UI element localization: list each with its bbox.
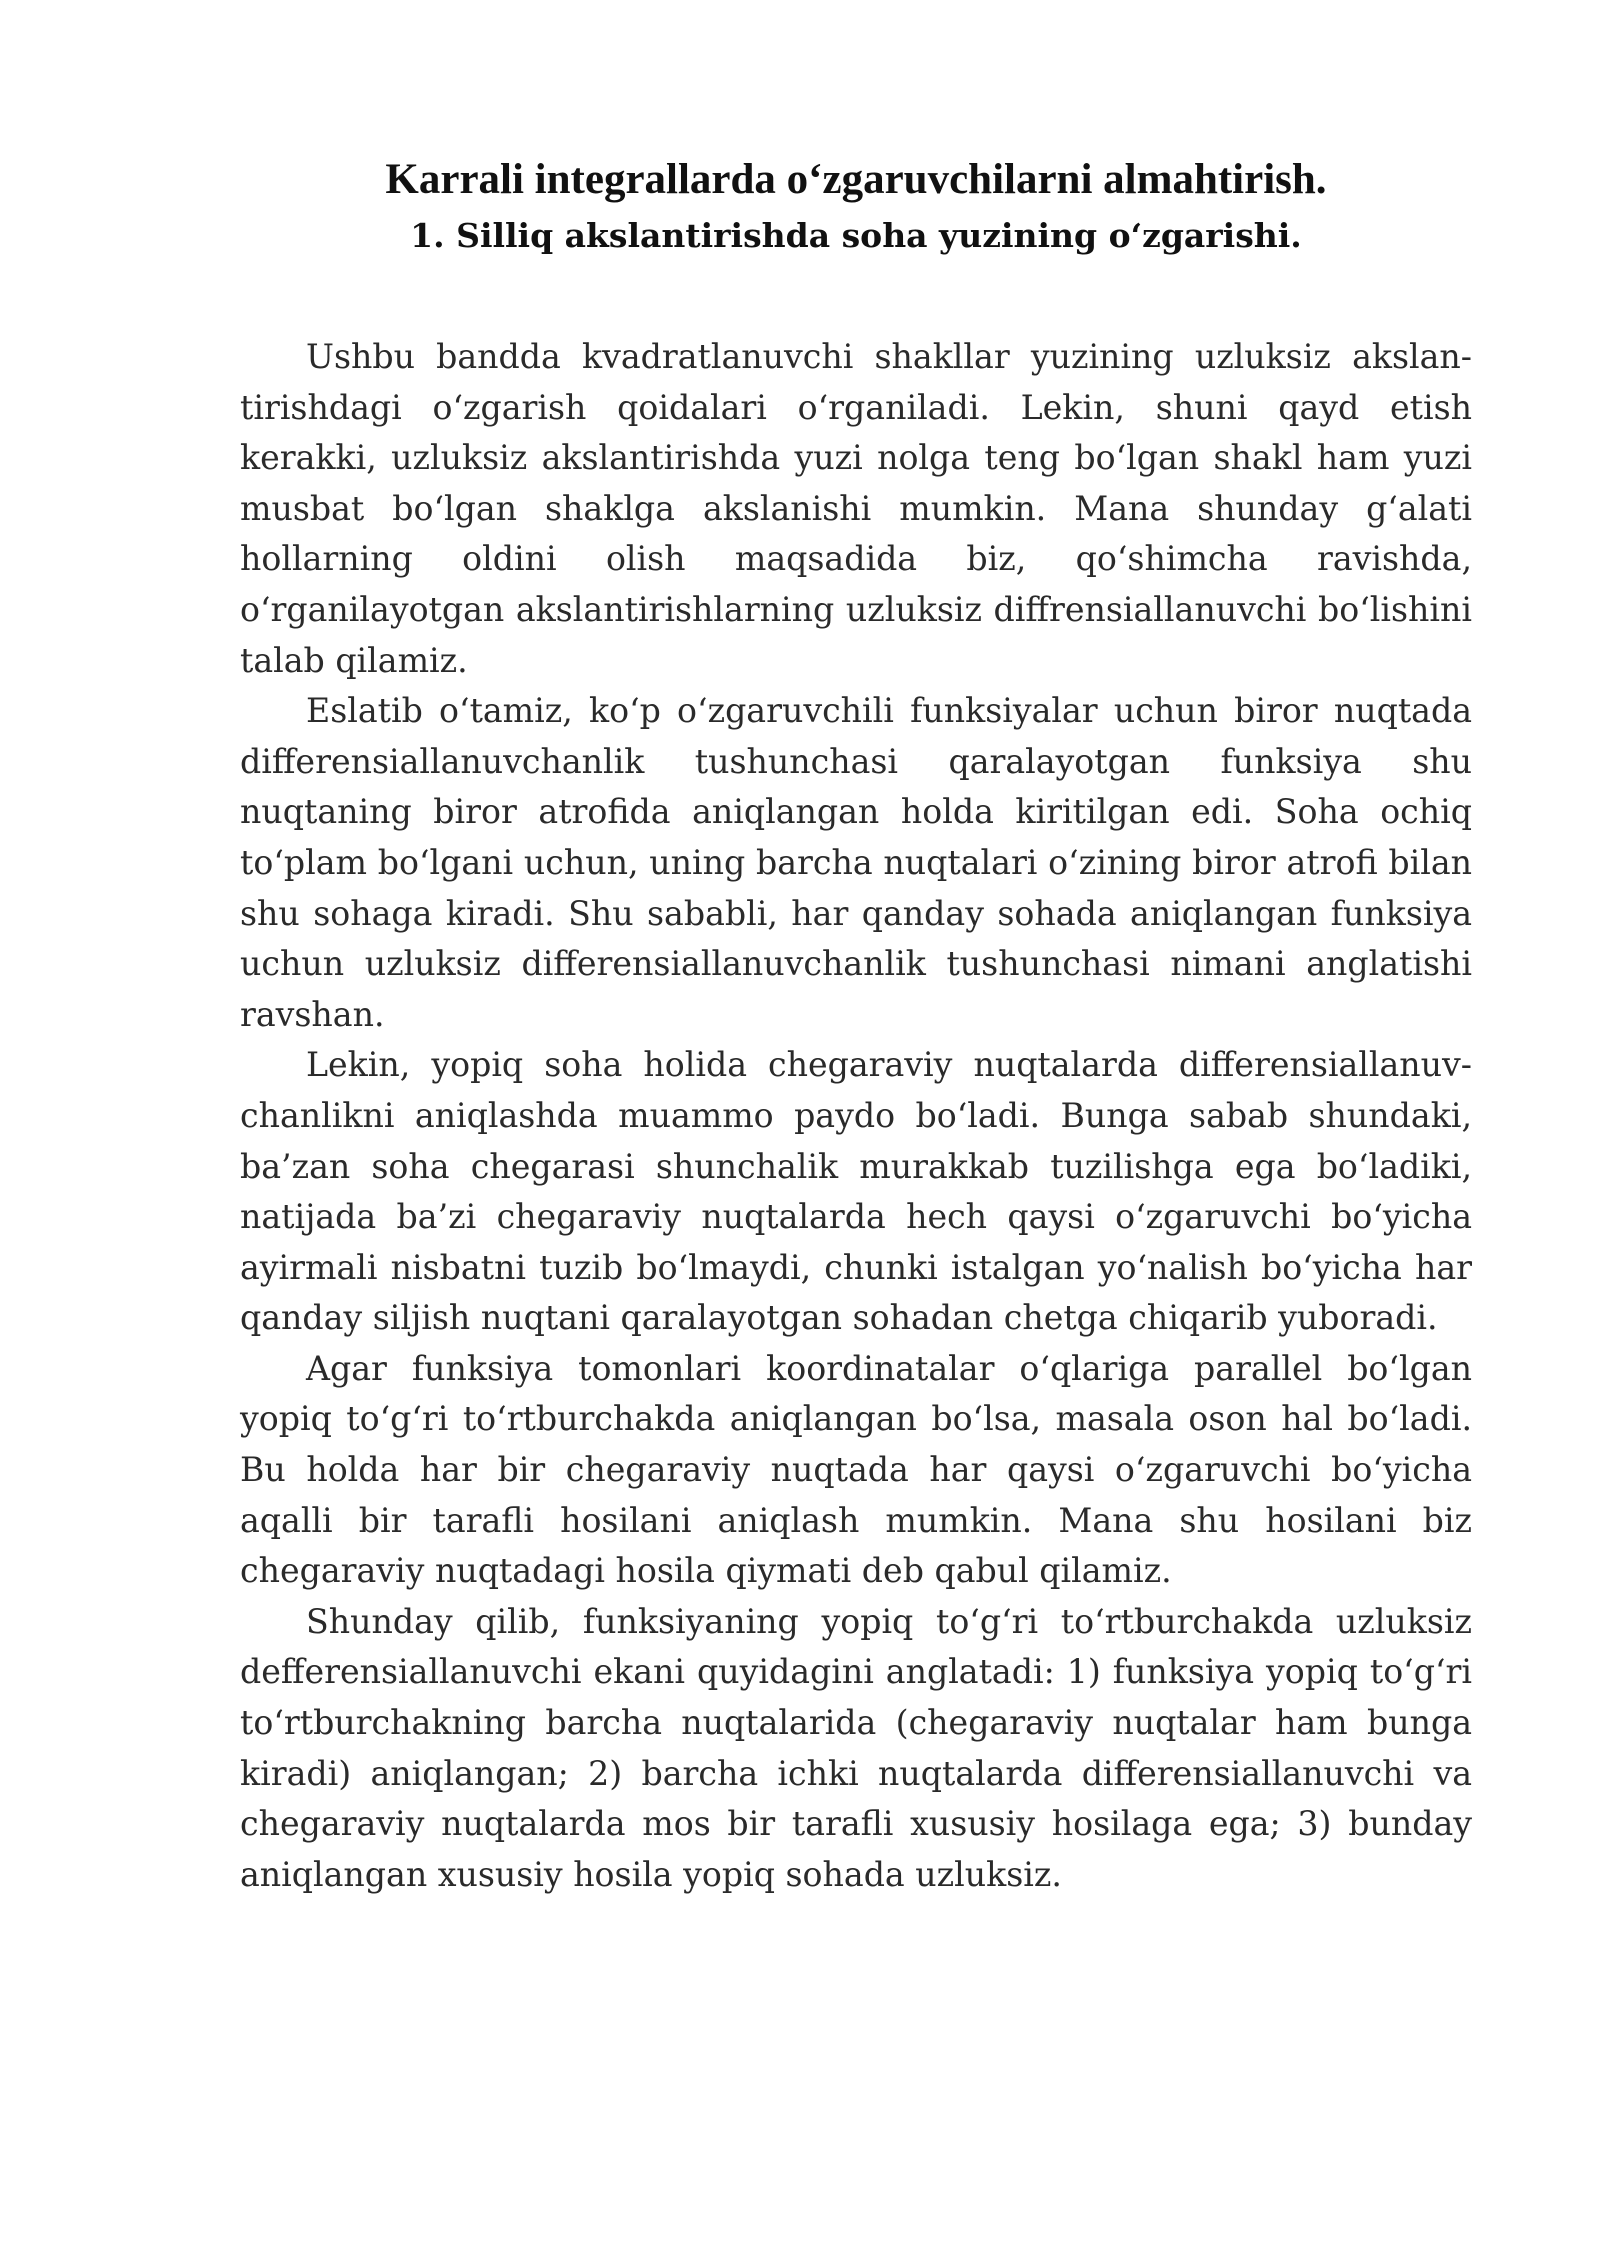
paragraph-5: Shunday qilib, funksiyaning yopiq to‘g‘ri to‘rtburchakda uzluksiz defferensiallanuvchi ekani quyidagini anglatadi: 1) funksiya yopiq to‘g‘ri to‘rtburchakning barcha nuqtalarida (chegaraviy nuqtalar ham bunga kiradi) aniqlangan; 2) barcha ichki nuqtalarda differensiallanuvchi va chegaraviy nuqtalarda mos bir tarafli xususiy hosilaga ega; 3) bunday aniqlangan xususiy hosila yopiq sohada uzluksiz. [240, 1601, 1472, 1894]
paragraph-4: Agar funksiya tomonlari koordinatalar o‘qlariga parallel bo‘lgan yopiq to‘g‘ri to‘rtburchakda aniqlangan bo‘lsa, masala oson hal bo‘ladi. Bu holda har bir chegaraviy nuqtada har qaysi o‘zgaruvchi bo‘yicha aqalli bir tarafli hosilani aniqlash mumkin. Mana shu hosilani biz chegaraviy nuqtadagi hosila qiymati deb qabul qilamiz. [240, 1348, 1472, 1591]
paragraph-1: Ushbu bandda kvadratlanuvchi shakllar yuzining uzluksiz akslantirishdagi o‘zgarish qoidalari o‘rganiladi. Lekin, shuni qayd etish kerakki, uzluksiz akslantirishda yuzi nolga teng bo‘lgan shakl ham yuzi musbat bo‘lgan shaklga akslanishi mumkin. Mana shunday g‘alati hollarning oldini olish maqsadida biz, qo‘shimcha ravishda, o‘rganilayotgan akslantirishlarning uzluksiz diffrensiallanuvchi bo‘lishini talab qilamiz. [240, 337, 1472, 680]
document-page [240, 150, 1472, 1900]
section-title: Karrali integrallarda o‘zgaruvchilarni almahtirish. [385, 156, 1327, 203]
body-text [240, 332, 1472, 1900]
paragraph-3: Lekin, yopiq soha holida chegaraviy nuqtalarda differensiallanuvchanlikni aniqlashda muammo paydo bo‘ladi. Bunga sabab shundaki, ba’zan soha chegarasi shunchalik murakkab tuzilishga ega bo‘ladiki, natijada ba’zi chegaraviy nuqtalarda hech qaysi o‘zgaruvchi bo‘yicha ayirmali nisbatni tuzib bo‘lmaydi, chunki istalgan yo‘nalish bo‘yicha har qanday siljish nuqtani qaralayotgan sohadan chetga chiqarib yuboradi. [240, 1045, 1472, 1338]
paragraph-2: Eslatib o‘tamiz, ko‘p o‘zgaruvchili funksiyalar uchun biror nuqtada differensiallanuvchanlik tushunchasi qaralayotgan funksiya shu nuqtaning biror atrofida aniqlangan holda kiritilgan edi. Soha ochiq to‘plam bo‘lgani uchun, uning barcha nuqtalari o‘zining biror atrofi bilan shu sohaga kiradi. Shu sababli, har qanday sohada aniqlangan funksiya uchun uzluksiz differensiallanuvchanlik tushunchasi nimani anglatishi ravshan. [240, 691, 1472, 1034]
subsection-title: 1. Silliq akslantirishda soha yuzining o‘zgarishi. [410, 216, 1302, 255]
